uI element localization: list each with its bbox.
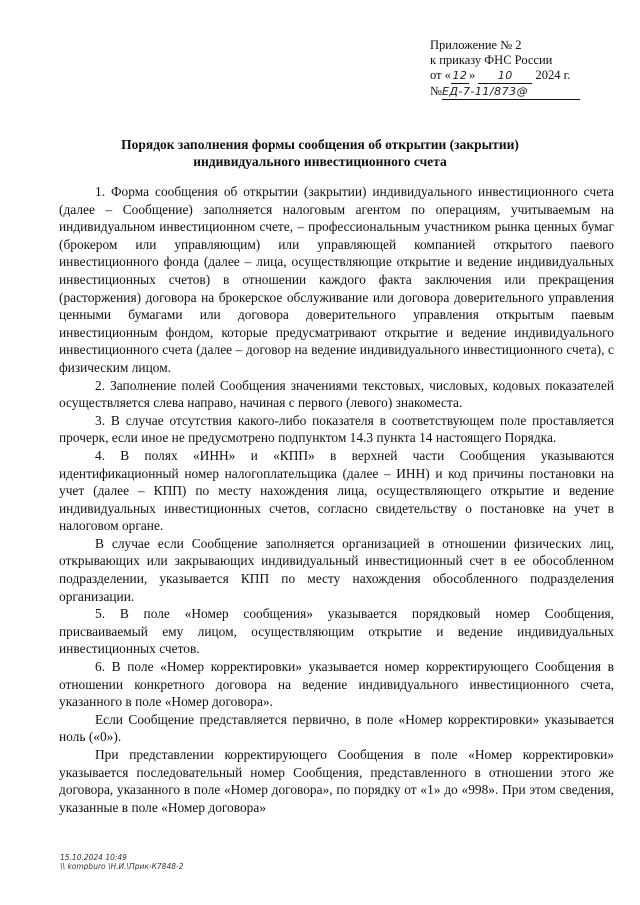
date-year: 2024 г.	[535, 68, 571, 82]
paragraph: 3. В случае отсутствия какого-либо показателя в соответствующем поле проставляется прочерк, если иное не предусмотрено подпунктом 14.3 пункта 14 настоящего Порядка.	[59, 412, 614, 446]
paragraph: 5. В поле «Номер сообщения» указывается порядковый номер Сообщения, присваиваемый ему лицом, осуществляющим открытие и ведение индивидуальных инвестиционных счетов.	[59, 606, 614, 657]
document-body	[59, 183, 614, 816]
order-reference: к приказу ФНС России	[430, 53, 553, 67]
date-day: 12	[452, 69, 468, 82]
appendix-number: Приложение № 2	[430, 38, 522, 52]
order-number	[430, 84, 610, 100]
document-title	[60, 136, 580, 170]
paragraph: 1. Форма сообщения об открытии (закрытии) индивидуального инвестиционного счета (далее – Сообщение) заполняется налоговым агентом по операциям, учитываемым на индивидуальном инвестиционном счете, – профессиональным участником рынка ценных бумаг (брокером или управляющим) или управляющей компанией открытого паевого инвестиционного фонда (далее – лица, осуществляющие открытие и ведение индивидуальных инвестиционных счетов) в отношении каждого факта заключения или прекращения (расторжения) договора на брокерское обслуживание или договора доверительного управления ценными бумагами или договора доверительного управления открытым паевым инвестиционным фондом, которые предусматривают открытие и ведение индивидуального инвестиционного счета (далее – договор на ведение индивидуального инвестиционного счета), с физическим лицом.	[59, 184, 614, 375]
date-month: 10	[478, 68, 532, 84]
paragraph: 6. В поле «Номер корректировки» указывается номер корректирующего Сообщения в отношении конкретного договора на ведение индивидуального инвестиционного счета, указанного в поле «Номер договора».	[59, 659, 614, 710]
print-footer	[60, 853, 183, 871]
appendix-header	[430, 38, 610, 100]
order-date	[430, 68, 610, 84]
title-line-1: Порядок заполнения формы сообщения об открытии (закрытии)	[121, 137, 519, 152]
print-timestamp: 15.10.2024 10:49	[60, 853, 127, 862]
number-value: ЕД-7-11/873@	[442, 84, 580, 100]
file-path: \\ kompburo \Н.И.\Прик-К7848-2	[60, 862, 184, 871]
number-prefix: №	[430, 84, 442, 98]
date-mid: »	[468, 68, 476, 82]
paragraph: Если Сообщение представляется первично, в поле «Номер корректировки» указывается ноль («0»).	[59, 711, 614, 745]
paragraph: В случае если Сообщение заполняется организацией в отношении физических лиц, открывающих или закрывающих индивидуальный инвестиционный счет в ее обособленном подразделении, указывается КПП по месту нахождения обособленного подразделения организации.	[59, 535, 614, 604]
paragraph: 2. Заполнение полей Сообщения значениями текстовых, числовых, кодовых показателей осуществляется слева направо, начиная с первого (левого) знакоместа.	[59, 377, 614, 411]
paragraph: 4. В полях «ИНН» и «КПП» в верхней части Сообщения указываются идентификационный номер налогоплательщика (далее – ИНН) и код причины постановки на учет (далее – КПП) по месту нахождения лица, осуществляющего открытие и ведение индивидуальных инвестиционных счетов, согласно свидетельству о постановке на учет в налоговом органе.	[59, 447, 614, 534]
paragraph: При представлении корректирующего Сообщения в поле «Номер корректировки» указывается последовательный номер Сообщения, представленного в отношении этого же договора, указанного в поле «Номер договора», по порядку от «1» до «998». При этом сведения, указанные в поле «Номер договора»	[59, 747, 614, 815]
title-line-2: индивидуального инвестиционного счета	[193, 154, 447, 169]
date-prefix: от «	[430, 68, 451, 82]
